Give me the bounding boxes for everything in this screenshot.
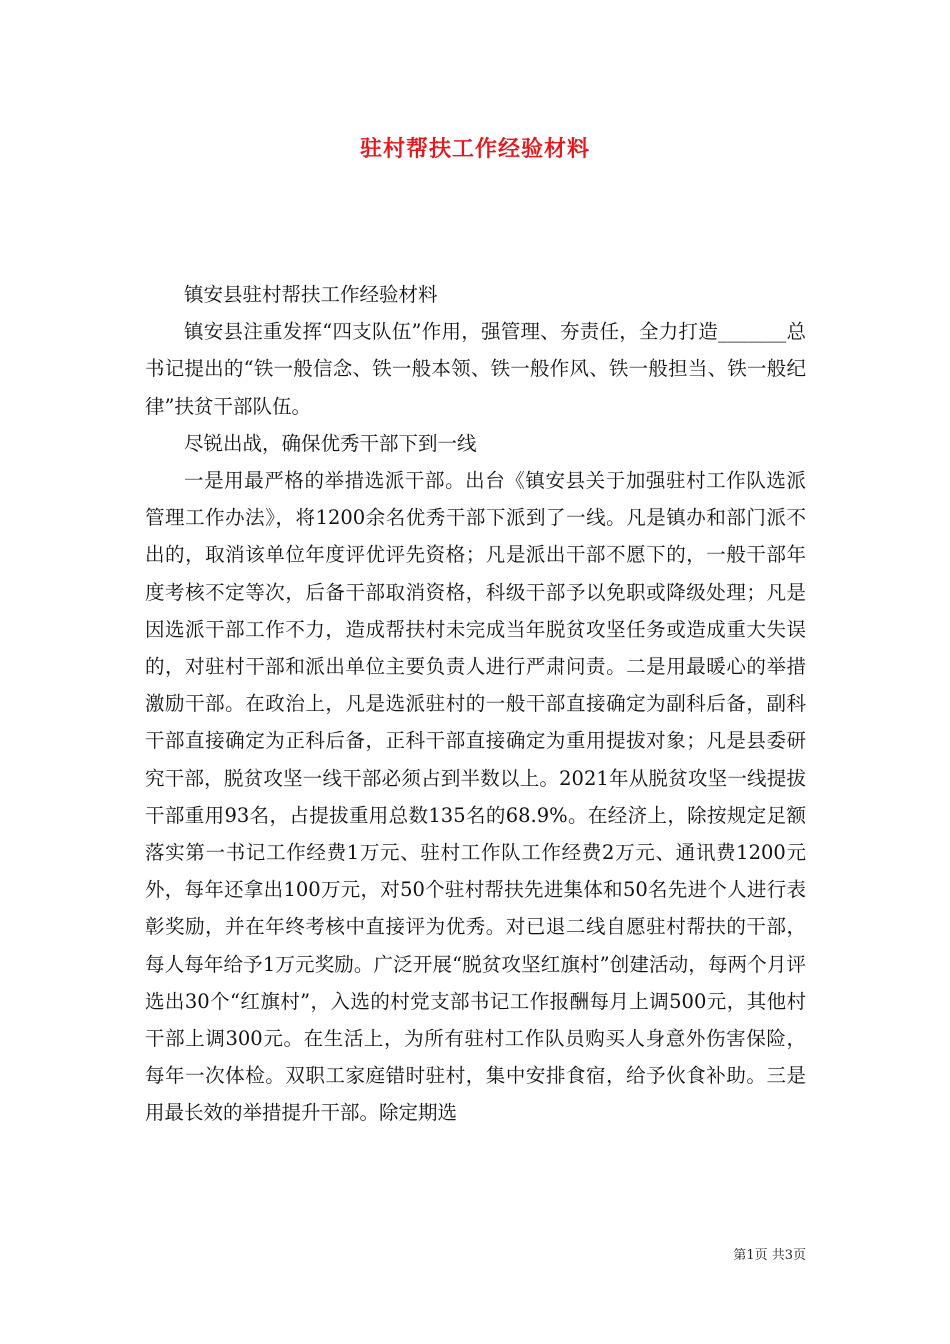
document-body: [145, 276, 806, 1132]
paragraph-subtitle: 镇安县驻村帮扶工作经验材料: [184, 283, 438, 306]
page-indicator: 第1页 共3页: [733, 1248, 806, 1263]
paragraph-main: 一是用最严格的举措选派干部。出台《镇安县关于加强驻村工作队选派管理工作办法》，将1200余名优秀干部下派到了一线。凡是镇办和部门派不出的，取消该单位年度评优评先资格；凡是派出干部不愿下的，一般干部年度考核不定等次，后备干部取消资格，科级干部予以免职或降级处理；凡是因选派干部工作不力，造成帮扶村未完成当年脱贫攻坚任务或造成重大失误的，对驻村干部和派出单位主要负责人进行严肃问责。二是用最暖心的举措激励干部。在政治上，凡是选派驻村的一般干部直接确定为副科后备，副科干部直接确定为正科后备，正科干部直接确定为重用提拔对象；凡是县委研究干部，脱贫攻坚一线干部必须占到半数以上。2021年从脱贫攻坚一线提拔干部重用93名，占提拔重用总数135名的68.9%。在经济上，除按规定足额落实第一书记工作经费1万元、驻村工作队工作经费2万元、通讯费1200元外，每年还拿出100万元，对50个驻村帮扶先进集体和50名先进个人进行表彰奖励，并在年终考核中直接评为优秀。对已退二线自愿驻村帮扶的干部，每人每年给予1万元奖励。广泛开展“脱贫攻坚红旗村”创建活动，每两个月评选出30个“红旗村”，入选的村党支部书记工作报酬每月上调500元，其他村干部上调300元。在生活上，为所有驻村工作队员购买人身意外伤害保险，每年一次体检。双职工家庭错时驻村，集中安排食宿，给予伙食补助。三是用最长效的举措提升干部。除定期选: [145, 469, 806, 1125]
paragraph-section-heading: 尽锐出战，确保优秀干部下到一线: [184, 431, 477, 455]
document-title: 驻村帮扶工作经验材料: [359, 136, 590, 162]
paragraph-intro: 镇安县注重发挥“四支队伍”作用，强管理、夯责任，全力打造_______总书记提出的“铁一般信念、铁一般本领、铁一般作风、铁一般担当、铁一般纪律”扶贫干部队伍。: [145, 320, 806, 418]
